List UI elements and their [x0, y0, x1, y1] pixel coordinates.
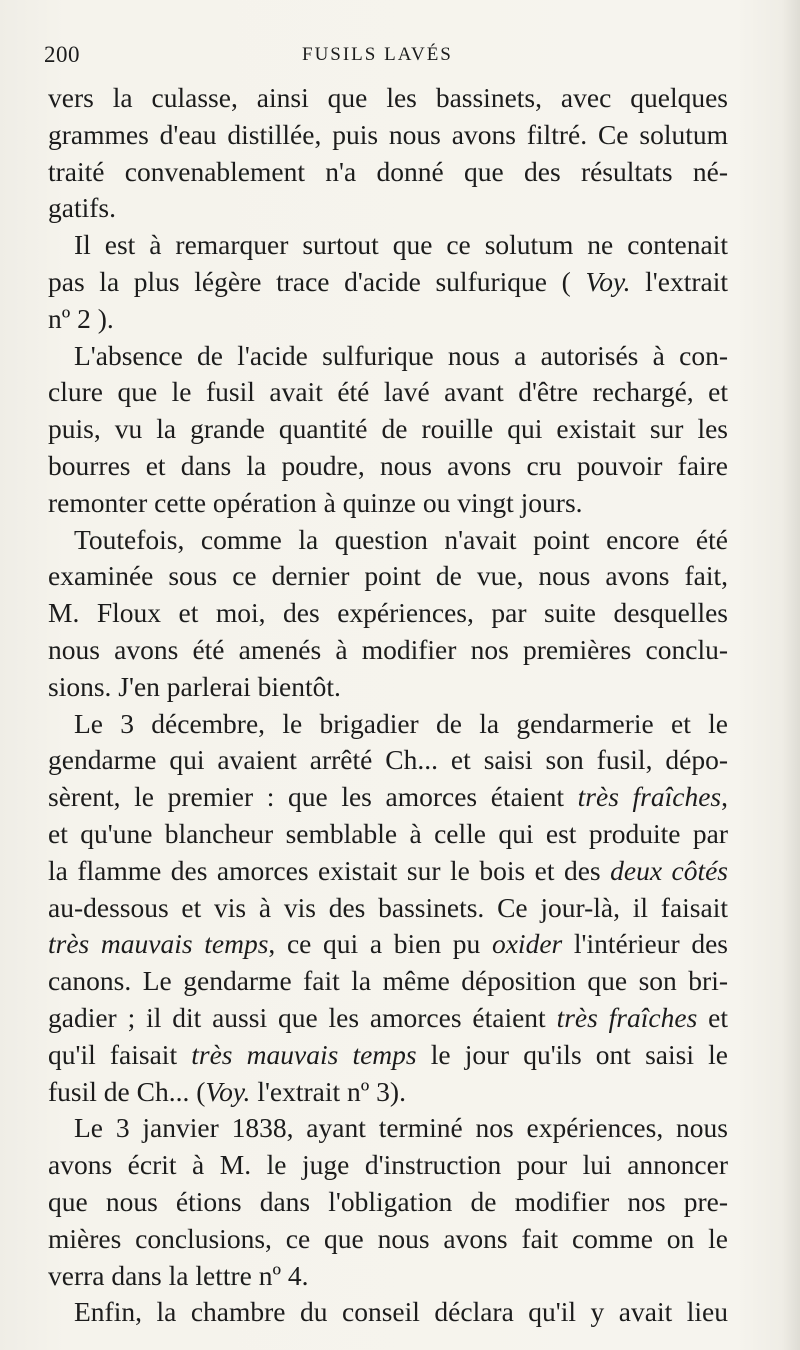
text-segment: Il est à remarquer surtout que ce solutum ne contenait	[74, 229, 728, 261]
italic-text: deux côtés	[610, 854, 729, 886]
text-line	[48, 227, 728, 264]
text-line	[48, 1037, 728, 1074]
text-segment: avons écrit à M. le juge d'instruction pour lui annoncer	[48, 1149, 728, 1181]
text-segment: et	[697, 1001, 728, 1033]
text-segment: qu'il faisait	[48, 1038, 192, 1070]
text-line	[48, 1000, 728, 1037]
text-segment: l'extrait nº 3).	[250, 1075, 406, 1107]
text-segment: gendarme qui avaient arrêté Ch... et saisi son fusil, dépo-	[48, 744, 728, 776]
text-line	[48, 853, 728, 890]
running-head: FUSILS LAVÉS	[302, 44, 453, 65]
text-segment: le jour qu'ils ont saisi le	[416, 1038, 728, 1070]
text-segment: Le 3 janvier 1838, ayant terminé nos expériences, nous	[74, 1112, 728, 1144]
text-segment: puis, vu la grande quantité de rouille qui existait sur les	[48, 413, 728, 445]
text-segment: que nous étions dans l'obligation de modifier nos pre-	[48, 1185, 728, 1217]
text-line	[48, 1184, 728, 1221]
text-segment: l'intérieur des	[562, 928, 728, 960]
text-line	[48, 1074, 728, 1111]
text-line	[48, 926, 728, 963]
text-line	[48, 374, 728, 411]
body-text	[48, 80, 728, 1331]
text-line	[48, 669, 728, 706]
text-segment: grammes d'eau distillée, puis nous avons filtré. Ce solutum	[48, 118, 728, 150]
text-segment: mières conclusions, ce que nous avons fait comme on le	[48, 1222, 728, 1254]
text-segment: et qu'une blancheur semblable à celle qui est produite par	[48, 817, 728, 849]
text-segment: l'extrait	[630, 265, 728, 297]
italic-text: Voy.	[585, 265, 631, 297]
text-segment: L'absence de l'acide sulfurique nous a autorisés à con-	[74, 339, 728, 371]
text-line	[48, 890, 728, 927]
text-segment: pas la plus légère trace d'acide sulfurique (	[48, 265, 586, 297]
italic-text: très fraîches	[556, 1001, 698, 1033]
text-line	[48, 80, 728, 117]
text-line	[48, 264, 728, 301]
text-line	[48, 154, 728, 191]
text-segment: examinée sous ce dernier point de vue, nous avons fait,	[48, 560, 728, 592]
text-line	[48, 595, 728, 632]
text-segment: gadier ; il dit aussi que les amorces étaient	[48, 1001, 557, 1033]
text-segment: vers la culasse, ainsi que les bassinets, avec quelques	[48, 82, 728, 113]
text-segment: canons. Le gendarme fait la même déposition que son bri-	[48, 965, 728, 997]
text-line	[48, 742, 728, 779]
text-line	[48, 522, 728, 559]
italic-text: Voy.	[205, 1075, 251, 1107]
text-line	[48, 1258, 728, 1295]
text-segment: M. Floux et moi, des expériences, par suite desquelles	[48, 597, 728, 629]
text-line	[48, 448, 728, 485]
page-number: 200	[44, 42, 80, 67]
text-segment: au-dessous et vis à vis des bassinets. Ce jour-là, il faisait	[48, 891, 728, 923]
italic-text: oxider	[491, 928, 563, 960]
italic-text: très fraîches	[577, 781, 722, 813]
text-segment: nº 2 ).	[48, 302, 114, 334]
italic-text: très mauvais temps	[191, 1038, 417, 1070]
text-segment: sions. J'en parlerai bientôt.	[48, 670, 341, 702]
text-line	[48, 632, 728, 669]
text-segment: fusil de Ch... (	[48, 1075, 206, 1107]
text-segment: gatifs.	[48, 192, 116, 224]
text-segment: Le 3 décembre, le brigadier de la gendarmerie et le	[74, 707, 728, 739]
text-segment: Toutefois, comme la question n'avait point encore été	[74, 523, 728, 555]
text-segment: clure que le fusil avait été lavé avant d'être rechargé, et	[48, 376, 728, 408]
text-segment: nous avons été amenés à modifier nos premières conclu-	[48, 633, 728, 665]
text-line	[48, 1221, 728, 1258]
page-edge-shadow	[782, 0, 800, 1350]
text-line	[48, 301, 728, 338]
text-line	[48, 706, 728, 743]
text-line	[48, 1110, 728, 1147]
text-line	[48, 558, 728, 595]
text-line	[48, 338, 728, 375]
text-line	[48, 779, 728, 816]
text-segment: Enfin, la chambre du conseil déclara qu'il y avait lieu	[74, 1296, 728, 1328]
text-segment: ,	[721, 781, 728, 813]
text-line	[48, 485, 728, 522]
page-header	[44, 42, 714, 72]
text-line	[48, 1147, 728, 1184]
text-segment: traité convenablement n'a donné que des résultats né-	[48, 155, 728, 187]
text-line	[48, 411, 728, 448]
text-line	[48, 816, 728, 853]
text-line	[48, 190, 728, 227]
text-segment: verra dans la lettre nº 4.	[48, 1259, 309, 1291]
text-line	[48, 963, 728, 1000]
italic-text: très mauvais temps	[48, 928, 269, 960]
text-segment: bourres et dans la poudre, nous avons cru pouvoir faire	[48, 449, 728, 481]
text-segment: la flamme des amorces existait sur le bois et des	[48, 854, 611, 886]
text-line	[48, 1294, 728, 1331]
text-line	[48, 117, 728, 154]
text-segment: , ce qui a bien pu	[268, 928, 492, 960]
text-segment: remonter cette opération à quinze ou vingt jours.	[48, 486, 583, 518]
text-segment: sèrent, le premier : que les amorces étaient	[48, 781, 578, 813]
